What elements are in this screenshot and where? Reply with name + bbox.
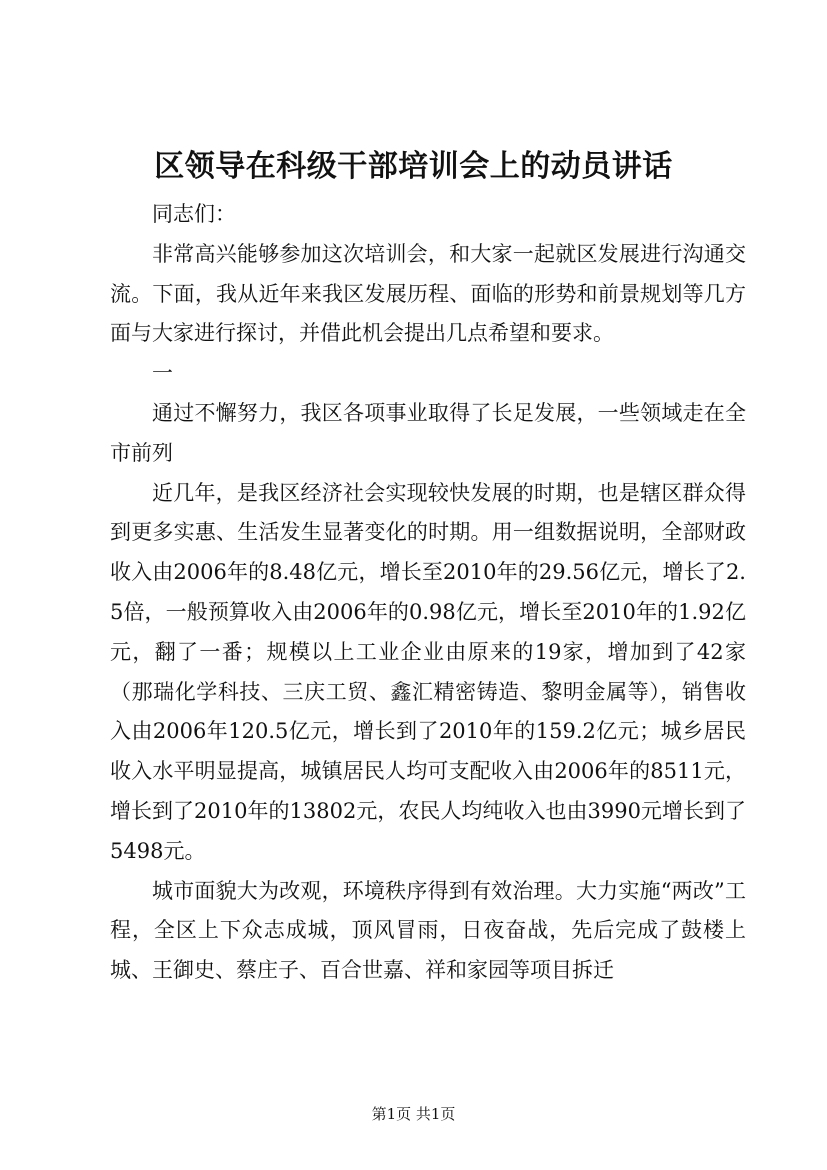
page-footer: 第1页 共1页	[371, 1105, 456, 1123]
paragraph-city: 城市面貌大为改观，环境秩序得到有效治理。大力实施“两改”工程，全区上下众志成城，顶风冒雨，日夜奋战，先后完成了鼓楼上城、王御史、蔡庄子、百合世嘉、祥和家园等项目拆迁	[110, 878, 746, 983]
document-title: 区领导在科级干部培训会上的动员讲话	[154, 149, 673, 184]
paragraph-economy: 近几年，是我区经济社会实现较快发展的时期，也是辖区群众得到更多实惠、生活发生显著变化的时期。用一组数据说明，全部财政收入由2006年的8.48亿元，增长至2010年的29.56亿元，增长了2.5倍，一般预算收入由2006年的0.98亿元，增长至2010年的1.92亿元，翻了一番；规模以上工业企业由原来的19家，增加到了42家（那瑞化学科技、三庆工贸、鑫汇精密铸造、黎明金属等），销售收入由2006年120.5亿元，增长到了2010年的159.2亿元；城乡居民收入水平明显提高，城镇居民人均可支配收入由2006年的8511元，增长到了2010年的13802元，农民人均纯收入也由3990元增长到了5498元。	[110, 480, 746, 863]
section-number: 一	[152, 361, 173, 386]
document-body	[110, 195, 746, 991]
salutation: 同志们：	[152, 202, 236, 226]
paragraph-intro: 非常高兴能够参加这次培训会，和大家一起就区发展进行沟通交流。下面，我从近年来我区发展历程、面临的形势和前景规划等几方面与大家进行探讨，并借此机会提出几点希望和要求。	[110, 241, 746, 346]
section-heading: 通过不懈努力，我区各项事业取得了长足发展，一些领域走在全市前列	[110, 400, 746, 465]
